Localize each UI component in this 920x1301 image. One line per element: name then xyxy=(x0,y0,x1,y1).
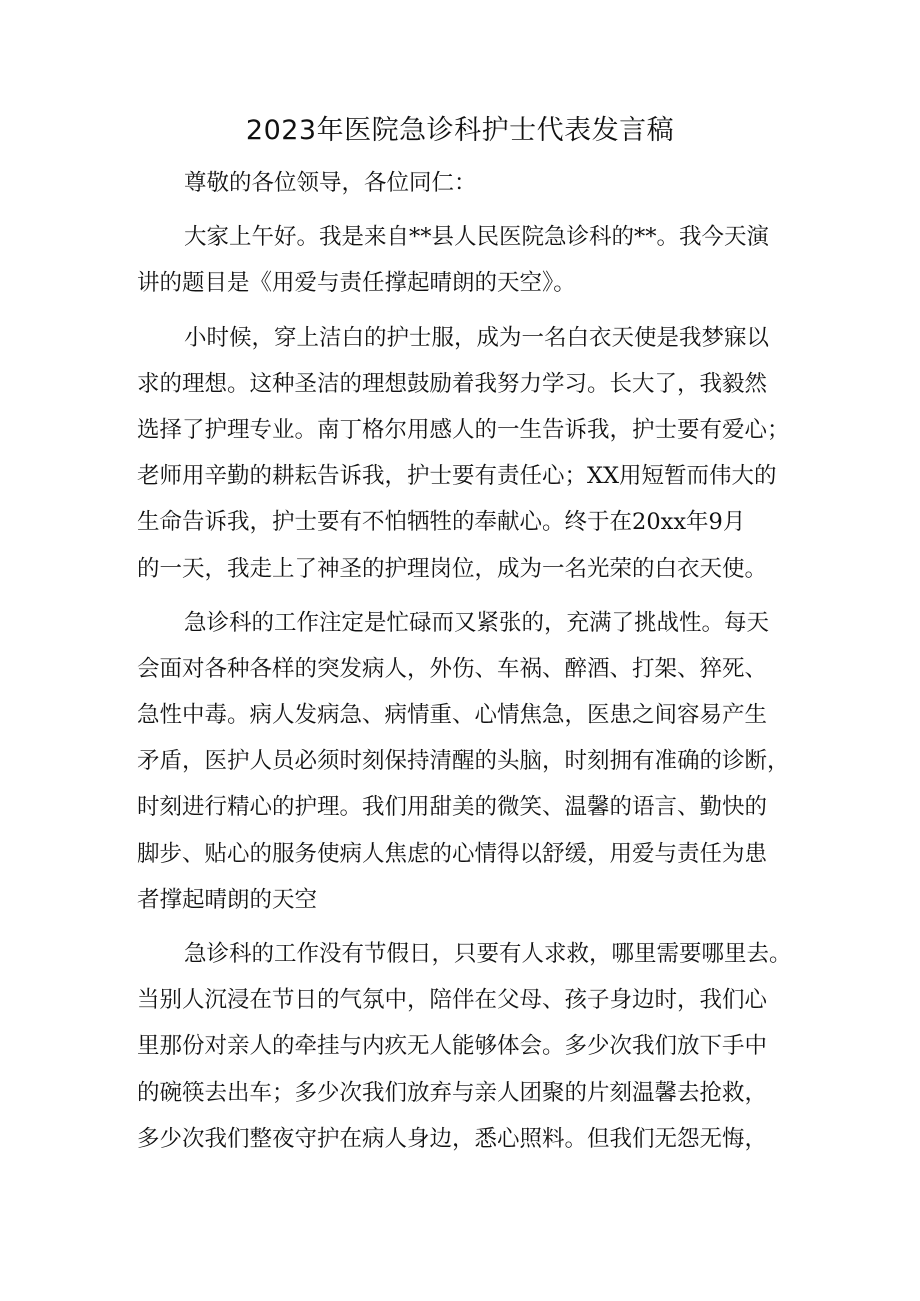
paragraph-gap xyxy=(137,923,801,931)
text-line: 多少次我们整夜守护在病人身边，悉心照料。但我们无怨无悔， xyxy=(137,1125,768,1152)
text-line: 时刻进行精心的护理。我们用甜美的微笑、温馨的语言、勤快的 xyxy=(137,794,768,821)
text-line: 的一天，我走上了神圣的护理岗位，成为一名光荣的白衣天使。 xyxy=(137,555,768,582)
document-body xyxy=(137,160,801,1162)
text-line: 急诊科的工作注定是忙碌而又紧张的，充满了挑战性。每天 xyxy=(184,609,770,636)
text-line: 当别人沉浸在节日的气氛中，陪伴在父母、孩子身边时，我们心 xyxy=(137,987,768,1014)
text-line: 小时候，穿上洁白的护士服，成为一名白衣天使是我梦寐以 xyxy=(184,324,770,351)
document-title: 2023年医院急诊科护士代表发言稿 xyxy=(245,115,675,146)
text-line: 矛盾，医护人员必须时刻保持清醒的头脑，时刻拥有准确的诊断， xyxy=(137,748,790,775)
text-line: 老师用辛勤的耕耘告诉我，护士要有责任心；XX用短暂而伟大的 xyxy=(137,463,777,490)
text-line: 会面对各种各样的突发病人，外伤、车祸、醉酒、打架、猝死、 xyxy=(137,655,768,682)
paragraph-gap xyxy=(137,206,801,214)
text-line: 尊敬的各位领导，各位同仁： xyxy=(184,170,477,196)
text-line: 生命告诉我，护士要有不怕牺牲的奉献心。终于在20xx年9月 xyxy=(137,509,746,536)
text-line: 者撑起晴朗的天空 xyxy=(137,886,318,913)
text-line: 里那份对亲人的牵挂与内疚无人能够体会。多少次我们放下手中 xyxy=(137,1033,768,1060)
text-line: 求的理想。这种圣洁的理想鼓励着我努力学习。长大了，我毅然 xyxy=(137,370,768,397)
text-line: 选择了护理专业。南丁格尔用感人的一生告诉我，护士要有爱心； xyxy=(137,416,790,443)
text-line: 讲的题目是《用爱与责任撑起晴朗的天空》。 xyxy=(137,270,576,297)
text-line: 急性中毒。病人发病急、病情重、心情焦急，医患之间容易产生 xyxy=(137,702,768,729)
text-line: 大家上午好。我是来自**县人民医院急诊科的**。我今天演 xyxy=(184,224,770,251)
text-line: 脚步、贴心的服务使病人焦虑的心情得以舒缓，用爱与责任为患 xyxy=(137,840,768,867)
text-line: 急诊科的工作没有节假日，只要有人求救，哪里需要哪里去。 xyxy=(184,941,792,967)
paragraph-gap xyxy=(137,307,801,315)
paragraph-gap xyxy=(137,592,801,600)
text-line: 的碗筷去出车；多少次我们放弃与亲人团聚的片刻温馨去抢救， xyxy=(137,1079,768,1106)
